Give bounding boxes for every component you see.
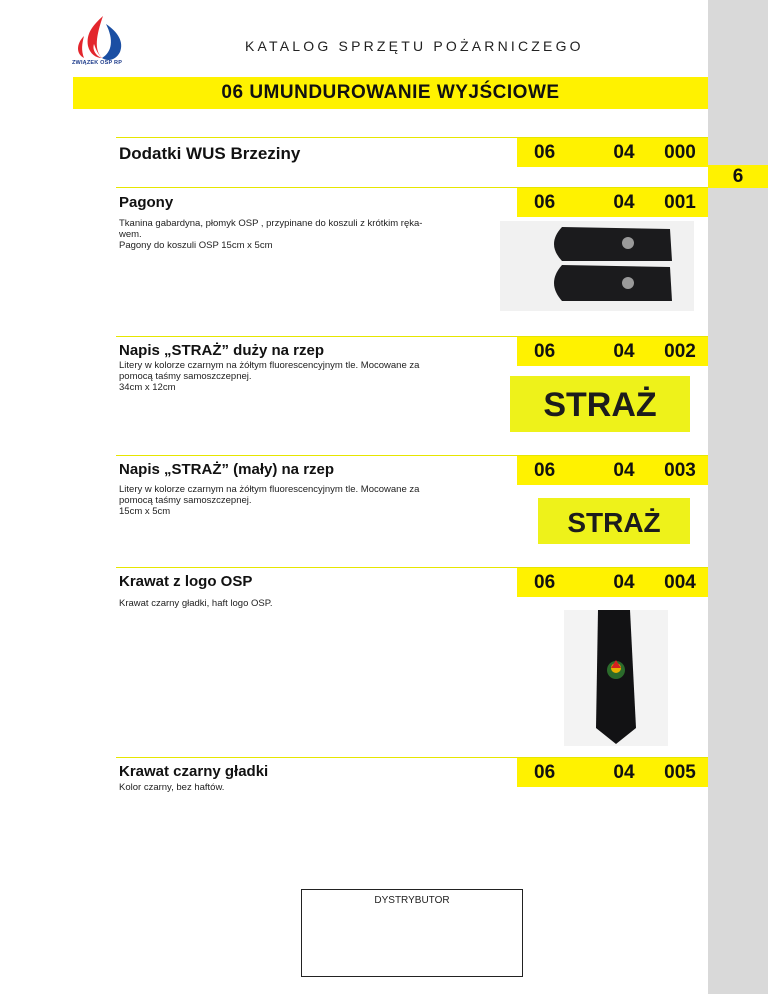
- code-subgroup: 04: [613, 192, 635, 213]
- code-number: 001: [664, 192, 696, 213]
- product-item-001: [116, 187, 708, 327]
- code-subgroup: 04: [613, 142, 635, 163]
- right-margin-bar: [708, 0, 768, 994]
- catalog-title: KATALOG SPRZĘTU POŻARNICZEGO: [245, 38, 584, 54]
- product-item-004: [116, 567, 708, 757]
- code-number: 002: [664, 341, 696, 362]
- product-code: [517, 188, 708, 217]
- product-code: [517, 138, 708, 167]
- code-subgroup: 04: [613, 460, 635, 481]
- code-number: 003: [664, 460, 696, 481]
- distributor-box: [301, 889, 523, 977]
- product-description: [119, 218, 492, 251]
- tie-osp-photo: [564, 610, 668, 746]
- section-header: [73, 77, 708, 109]
- desc-line: 15cm x 5cm: [119, 506, 171, 517]
- code-group: 06: [534, 341, 556, 362]
- code-group: 06: [534, 572, 556, 593]
- product-item-003: [116, 455, 708, 565]
- desc-line: Litery w kolorze czarnym na żółtym fluorescencyjnym tle. Mocowane za: [119, 360, 420, 371]
- desc-line: 34cm x 12cm: [119, 382, 176, 393]
- code-number: 005: [664, 762, 696, 783]
- product-description: [119, 360, 492, 393]
- patch-small-text: STRAŻ: [567, 507, 661, 538]
- code-group: 06: [534, 460, 556, 481]
- product-item-005: [116, 757, 708, 797]
- patch-large-text: STRAŻ: [543, 386, 657, 424]
- product-name: Napis „STRAŻ” duży na rzep: [119, 342, 325, 359]
- code-subgroup: 04: [613, 572, 635, 593]
- product-code: [517, 568, 708, 597]
- code-group: 06: [534, 762, 556, 783]
- desc-line: Tkanina gabardyna, płomyk OSP , przypinane do koszuli z krótkim ręka-: [119, 218, 423, 229]
- product-description: [119, 782, 492, 793]
- product-name: Krawat czarny gładki: [119, 763, 269, 780]
- desc-line: Litery w kolorze czarnym na żółtym fluorescencyjnym tle. Mocowane za: [119, 484, 420, 495]
- desc-line: Pagony do koszuli OSP 15cm x 5cm: [119, 240, 273, 251]
- product-description: [119, 598, 492, 609]
- product-code: [517, 337, 708, 366]
- patch-large-photo: [510, 376, 690, 432]
- code-group: 06: [534, 142, 556, 163]
- product-description: [119, 484, 492, 517]
- code-number: 000: [664, 142, 696, 163]
- distributor-label: DYSTRYBUTOR: [374, 895, 450, 906]
- logo-caption: ZWIĄZEK OSP RP: [72, 60, 123, 66]
- code-subgroup: 04: [613, 341, 635, 362]
- desc-line: pomocą taśmy samoszczepnej.: [119, 495, 252, 506]
- product-name: Napis „STRAŻ” (mały) na rzep: [119, 461, 335, 478]
- section-title: 06 UMUNDUROWANIE WYJŚCIOWE: [221, 82, 560, 103]
- product-item-002: [116, 336, 708, 456]
- product-code: [517, 758, 708, 787]
- desc-line: Kolor czarny, bez haftów.: [119, 782, 225, 793]
- code-group: 06: [534, 192, 556, 213]
- product-name: Krawat z logo OSP: [119, 573, 253, 590]
- product-item-000: [116, 137, 708, 187]
- epaulettes-photo: [500, 221, 694, 311]
- product-code: [517, 456, 708, 485]
- product-name: Pagony: [119, 194, 174, 211]
- chapter-tab: 6: [708, 165, 768, 188]
- product-name: Dodatki WUS Brzeziny: [119, 144, 301, 163]
- code-number: 004: [664, 572, 696, 593]
- desc-line: wem.: [119, 229, 142, 240]
- desc-line: Krawat czarny gładki, haft logo OSP.: [119, 598, 273, 609]
- desc-line: pomocą taśmy samoszczepnej.: [119, 371, 252, 382]
- patch-small-photo: [538, 498, 690, 544]
- code-subgroup: 04: [613, 762, 635, 783]
